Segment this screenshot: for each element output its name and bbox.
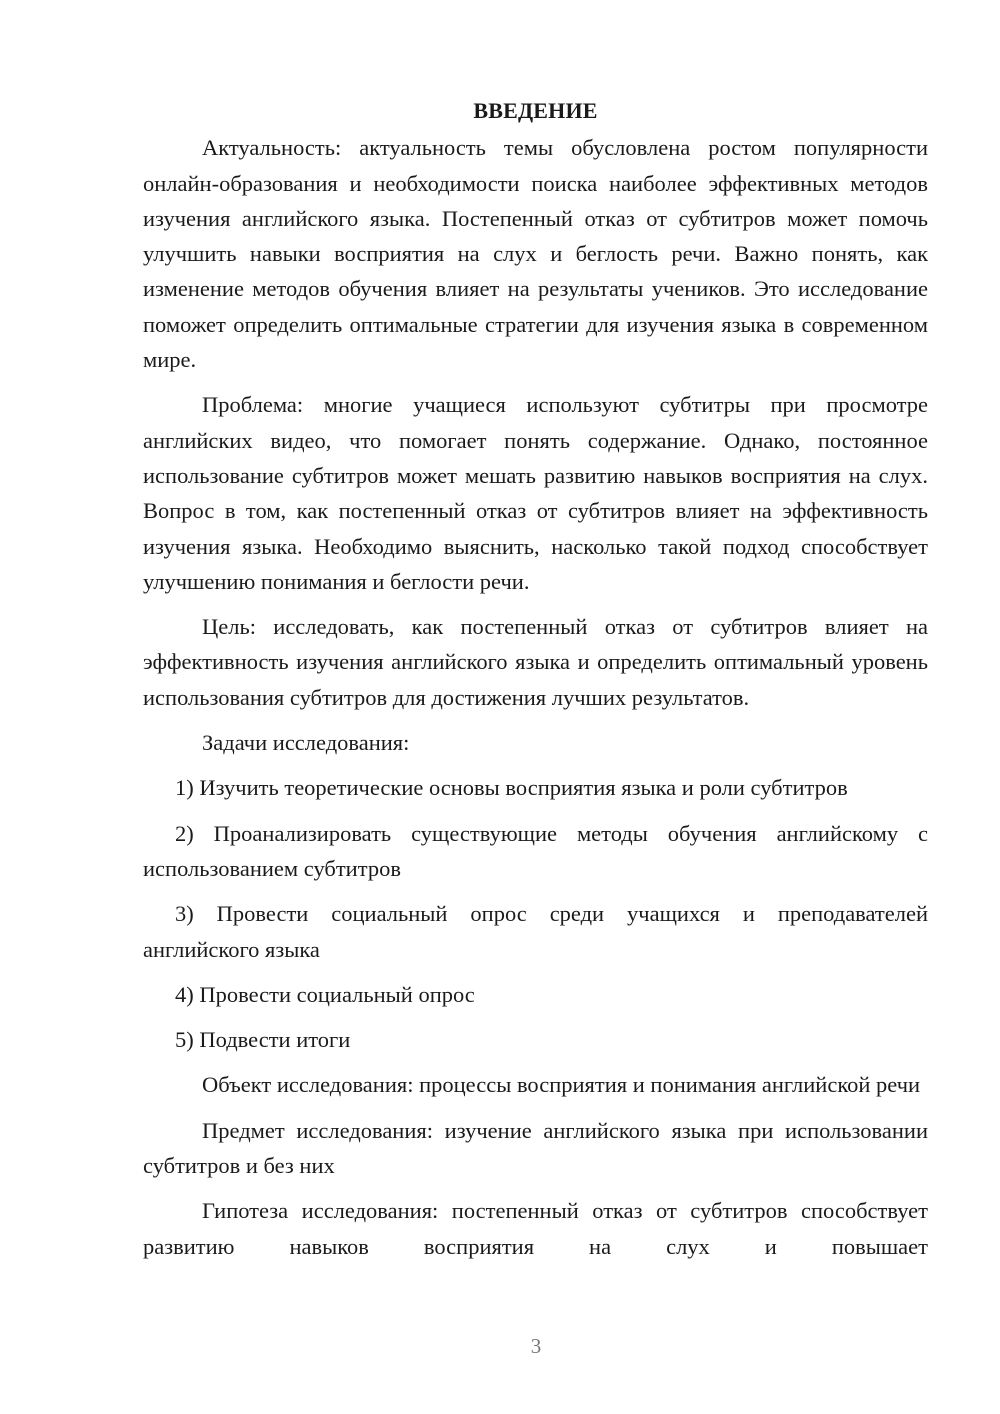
paragraph-goal: Цель: исследовать, как постепенный отказ от субтитров влияет на эффективность изучения английского языка и определить оптимальный уровень использования субтитров для достижения лучших результатов. (143, 614, 928, 710)
paragraph-subject: Предмет исследования: изучение английского языка при использовании субтитров и без них (143, 1117, 928, 1179)
paragraph-hypothesis: Гипотеза исследования: постепенный отказ от субтитров способствует развитию навыков восприятия на слух и повышает (143, 1198, 928, 1259)
paragraph-problem: Проблема: многие учащиеся используют субтитры при просмотре английских видео, что помогает понять содержание. Однако, постоянное использование субтитров может мешать развитию навыков восприятия на слух. Вопрос в том, как постепенный отказ от субтитров влияет на эффективность изучения языка. Необходимо выяснить, насколько такой подход способствует улучшению понимания и беглости речи. (143, 392, 928, 594)
task-item-5: 5) Подвести итоги (175, 1027, 351, 1053)
page-number: 3 (530, 1334, 542, 1358)
task-item-2: 2) Проанализировать существующие методы обучения английскому с использованием субтитров (143, 820, 928, 881)
task-item-1: 1) Изучить теоретические основы восприятия языка и роли субтитров (175, 775, 848, 801)
paragraph-relevance: Актуальность: актуальность темы обусловлена ростом популярности онлайн-образования и необходимости поиска наиболее эффективных методов изучения английского языка. Постепенный отказ от субтитров может помочь улучшить навыки восприятия на слух и беглость речи. Важно понять, как изменение методов обучения влияет на результаты учеников. Это исследование поможет определить оптимальные стратегии для изучения языка в современном мире. (143, 135, 928, 373)
section-title: ВВЕДЕНИЕ (473, 98, 598, 123)
paragraph-object: Объект исследования: процессы восприятия и понимания английской речи (202, 1072, 921, 1098)
page-content (143, 93, 928, 1274)
tasks-heading: Задачи исследования: (202, 730, 410, 756)
task-item-3: 3) Провести социальный опрос среди учащихся и преподавателей английского языка (143, 901, 928, 962)
task-item-4: 4) Провести социальный опрос (175, 981, 475, 1007)
